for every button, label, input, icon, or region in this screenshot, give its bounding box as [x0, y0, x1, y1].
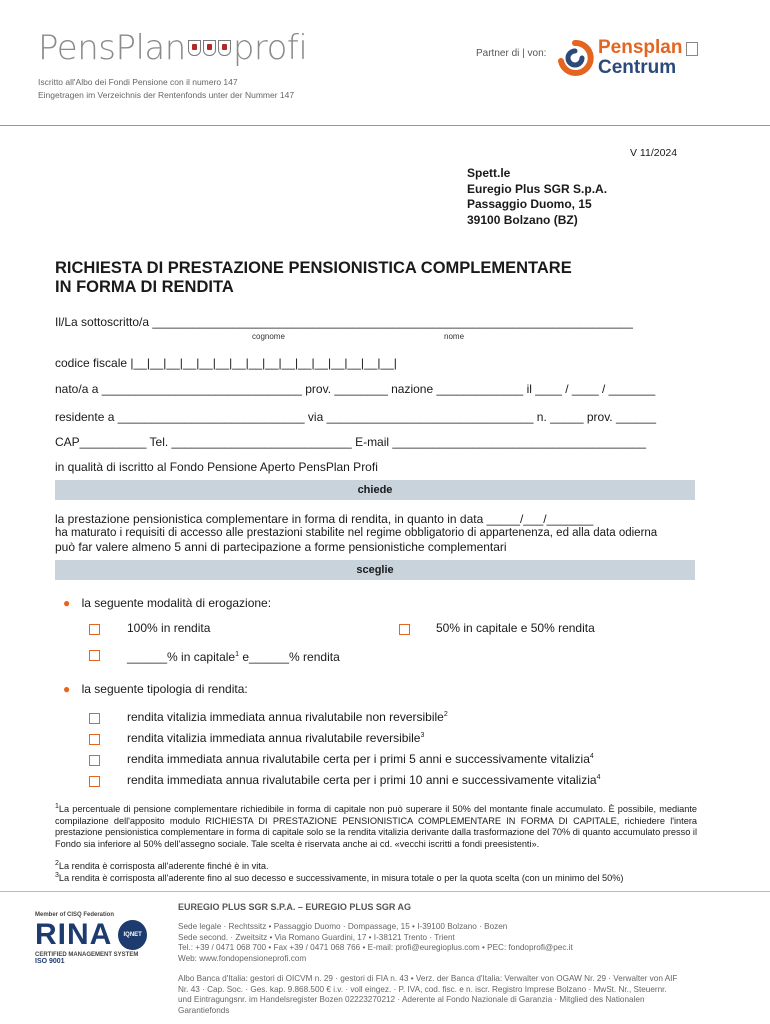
bullet-icon: ● [63, 682, 71, 696]
footnote-3: $^3$La rendita è corrisposta all'aderente fino al suo decesso e successivamente, in misura totale o per la quota scelta (con un minimo del 50%) [55, 872, 624, 884]
logo-text-right: profi [232, 28, 308, 68]
birth-field[interactable]: nato/a a ______________________________ prov. ________ nazione _____________ il ____ / ____ / _______ [55, 382, 656, 396]
footnote-1-text: La percentuale di pensione complementare richiedibile in forma di capitale non può superare il 50% del montante finale accumulato. È possibile, mediante compilazione dell'apposito modulo RICHIESTA DI PRESTAZIONE PENSIONISTICA COMPLEMENTARE IN FORMA DI CAPITALE, richiedere l'intera prestazione pensionistica complementare in forma di capitale solo se la rendita vitalizia derivante dalla trasformazione del 70% di quanto accumulato presso il Fondo sia inferiore al 50% dell'assegno sociale. Tale scelta è riservata anche ai cd. «vecchi iscritti a fondi preesistenti». [55, 804, 697, 849]
addressee-line: Spett.le [467, 166, 511, 180]
tipologia-2-label: rendita vitalizia immediata annua rivalutabile reversibile$^3$ [127, 731, 425, 745]
pensplan-centrum-swirl-icon [556, 39, 594, 77]
document-title [55, 259, 572, 297]
footer-company: EUREGIO PLUS SGR S.P.A. – EUREGIO PLUS SGR AG [178, 902, 412, 912]
chiede-line-2: ha maturato i requisiti di accesso alle prestazioni stabilite nel regime obbligatorio di appartenenza, ed alla data odierna [55, 527, 658, 539]
footer-line: Web: www.fondopensioneprofi.com [178, 953, 307, 963]
option-100-rendita-label: 100% in rendita [127, 621, 211, 635]
chiede-bar: chiede [55, 480, 695, 500]
custom-capital-field[interactable]: ______% in capitale [127, 650, 236, 664]
registry-note-de: Eingetragen im Verzeichnis der Rentenfonds unter der Nummer 147 [38, 90, 295, 100]
modalita-title: la seguente modalità di erogazione: [81, 596, 272, 610]
tipologia-4-label: rendita immediata annua rivalutabile certa per i primi 10 anni e successivamente vitalizia$^4$ [127, 773, 601, 787]
tipologia-item [63, 682, 248, 696]
footer-line: Sede second. · Zweitsitz • Via Romano Guardini, 17 • I-38121 Trento · Trient [178, 932, 455, 942]
tipologia-1-label: rendita vitalizia immediata annua rivalutabile non reversibile$^2$ [127, 710, 448, 724]
footnote-2-text: La rendita è corrisposta all'aderente finché è in vita. [58, 861, 269, 872]
chiede-paragraph [55, 512, 695, 554]
version-label: V 11/2024 [630, 147, 678, 159]
tipologia-3-text: rendita immediata annua rivalutabile certa per i primi 5 anni e successivamente vitalizia [127, 752, 590, 766]
partner-name-2: Centrum [598, 57, 677, 78]
footer-legal-block [178, 974, 738, 1016]
footer-line: Albo Banca d'Italia: gestori di OICVM n. 29 · gestori di FIA n. 43 • Verz. der Banca d'Italia: Verwalter von OGAW Nr. 29 · Verwalter von AIF [178, 974, 678, 983]
rina-logo-text: RINA [35, 918, 113, 951]
addressee-line: Euregio Plus SGR S.p.A. [467, 181, 608, 196]
contact-field[interactable]: CAP__________ Tel. ___________________________ E-mail ______________________________________ [55, 435, 647, 449]
tipologia-2-text: rendita vitalizia immediata annua rivalutabile reversibile [127, 731, 421, 745]
footnote-2: $^2$La rendita è corrisposta all'aderente finché è in vita. [55, 860, 269, 872]
crest-icon [188, 40, 231, 56]
checkbox-custom-split[interactable] [89, 650, 100, 661]
residence-field[interactable]: residente a ____________________________ via _______________________________ n. _____ prov. ______ [55, 410, 657, 424]
partner-label: Partner di | von: [476, 48, 547, 59]
footnote-3-text: La rendita è corrisposta all'aderente fino al suo decesso e successivamente, in misura totale o per la quota scelta (con un minimo del 50%) [58, 873, 624, 884]
rina-caption-bottom: CERTIFIED MANAGEMENT SYSTEM [35, 952, 139, 958]
chiede-line-1[interactable]: la prestazione pensionistica complementare in forma di rendita, in quanto in data _____/___/_______ [55, 512, 594, 526]
addressee-block [467, 166, 607, 228]
tipologia-1-text: rendita vitalizia immediata annua rivalutabile non reversibile [127, 710, 444, 724]
chiede-line-3: può far valere almeno 5 anni di partecipazione a forme pensionistiche complementari [55, 540, 507, 554]
logo-text-left: PensPlan [38, 28, 186, 68]
option-50-50-label: 50% in capitale e 50% rendita [436, 621, 595, 635]
pensplan-profi-logo [38, 28, 307, 68]
rina-certification-logo [35, 912, 147, 965]
custom-rendita-field[interactable]: e______% rendita [239, 650, 340, 664]
crest-icon [686, 42, 698, 56]
option-custom-split-label[interactable]: ______% in capitale$^1$ e______% rendita [127, 650, 340, 664]
footer-line: Tel.: +39 / 0471 068 700 • Fax +39 / 0471 068 766 • E-mail: profi@euregioplus.com • PEC: fondoprofi@pec.it [178, 943, 573, 952]
tipologia-title: la seguente tipologia di rendita: [81, 682, 248, 696]
footer-line: und Eintragungsnr. im Handelsregister Bozen 02223270212 · Aderente al Fondo Nazionale di Garanzia · Mitglied des Nationalen [178, 995, 645, 1004]
checkbox-100-rendita[interactable] [89, 624, 100, 635]
registry-note-it: Iscritto all'Albo dei Fondi Pensione con il numero 147 [38, 77, 238, 87]
pensplan-centrum-logo [556, 38, 698, 77]
tipologia-4-text: rendita immediata annua rivalutabile certa per i primi 10 anni e successivamente vitalizia [127, 773, 597, 787]
title-line-1: RICHIESTA DI PRESTAZIONE PENSIONISTICA COMPLEMENTARE [55, 259, 572, 277]
iso-label: ISO 9001 [35, 958, 65, 965]
addressee-line: Passaggio Duomo, 15 [467, 197, 592, 211]
nome-caption: nome [444, 332, 465, 341]
footer-line: Sede legale · Rechtssitz • Passaggio Duomo · Dompassage, 15 • I-39100 Bolzano · Bozen [178, 922, 508, 931]
title-line-2: IN FORMA DI RENDITA [55, 278, 234, 296]
header-divider [0, 125, 770, 126]
checkbox-50-50[interactable] [399, 624, 410, 635]
checkbox-tipologia-4[interactable] [89, 776, 100, 787]
tipologia-3-label: rendita immediata annua rivalutabile certa per i primi 5 anni e successivamente vitalizia$^4$ [127, 752, 594, 766]
rina-caption-top: Member of CISQ Federation [35, 912, 115, 918]
codice-fiscale-field[interactable]: codice fiscale |__|__|__|__|__|__|__|__|__|__|__|__|__|__|__|__| [55, 356, 397, 370]
addressee-line: 39100 Bolzano (BZ) [467, 212, 578, 227]
footer-address-block [178, 922, 738, 964]
member-of-text: in qualità di iscritto al Fondo Pensione Aperto PensPlan Profi [55, 460, 378, 474]
cognome-caption: cognome [252, 332, 285, 341]
checkbox-tipologia-3[interactable] [89, 755, 100, 766]
footer-divider [0, 891, 770, 892]
footnote-1: $^1$La percentuale di pensione complementare richiedibile in forma di capitale non può superare il 50% del montante finale accumulato. È possibile, mediante compilazione dell'apposito modulo RICHIESTA DI PRESTAZIONE PENSIONISTICA COMPLEMENTARE IN FORMA DI CAPITALE, richiedere l'intera prestazione pensionistica complementare in forma di capitale solo se la rendita vitalizia derivante dalla trasformazione del 70% di quanto accumulato presso il Fondo sia inferiore al 50% dell'assegno sociale. Tale scelta è riservata anche ai cd. «vecchi iscritti a fondi preesistenti». [55, 803, 697, 849]
footer-line: Nr. 43 · Cap. Soc. · Ges. kap. 9.868.500 € i.v. · voll eingez. · P. IVA, cod. fisc. e n. iscr. Registro Imprese Bolzano · MwSt. Nr., Steuernr. [178, 984, 667, 994]
modalita-item [63, 596, 271, 610]
footer-line: Garantiefonds [178, 1005, 230, 1015]
sceglie-bar: sceglie [55, 560, 695, 580]
iqnet-badge: IQNET [118, 920, 147, 950]
checkbox-tipologia-2[interactable] [89, 734, 100, 745]
bullet-icon: ● [63, 596, 71, 610]
rina-logo [35, 918, 147, 952]
undersigned-field[interactable]: Il/La sottoscritto/a ________________________________________________________________________ [55, 315, 633, 329]
checkbox-tipologia-1[interactable] [89, 713, 100, 724]
partner-name-1: Pensplan [598, 37, 683, 58]
